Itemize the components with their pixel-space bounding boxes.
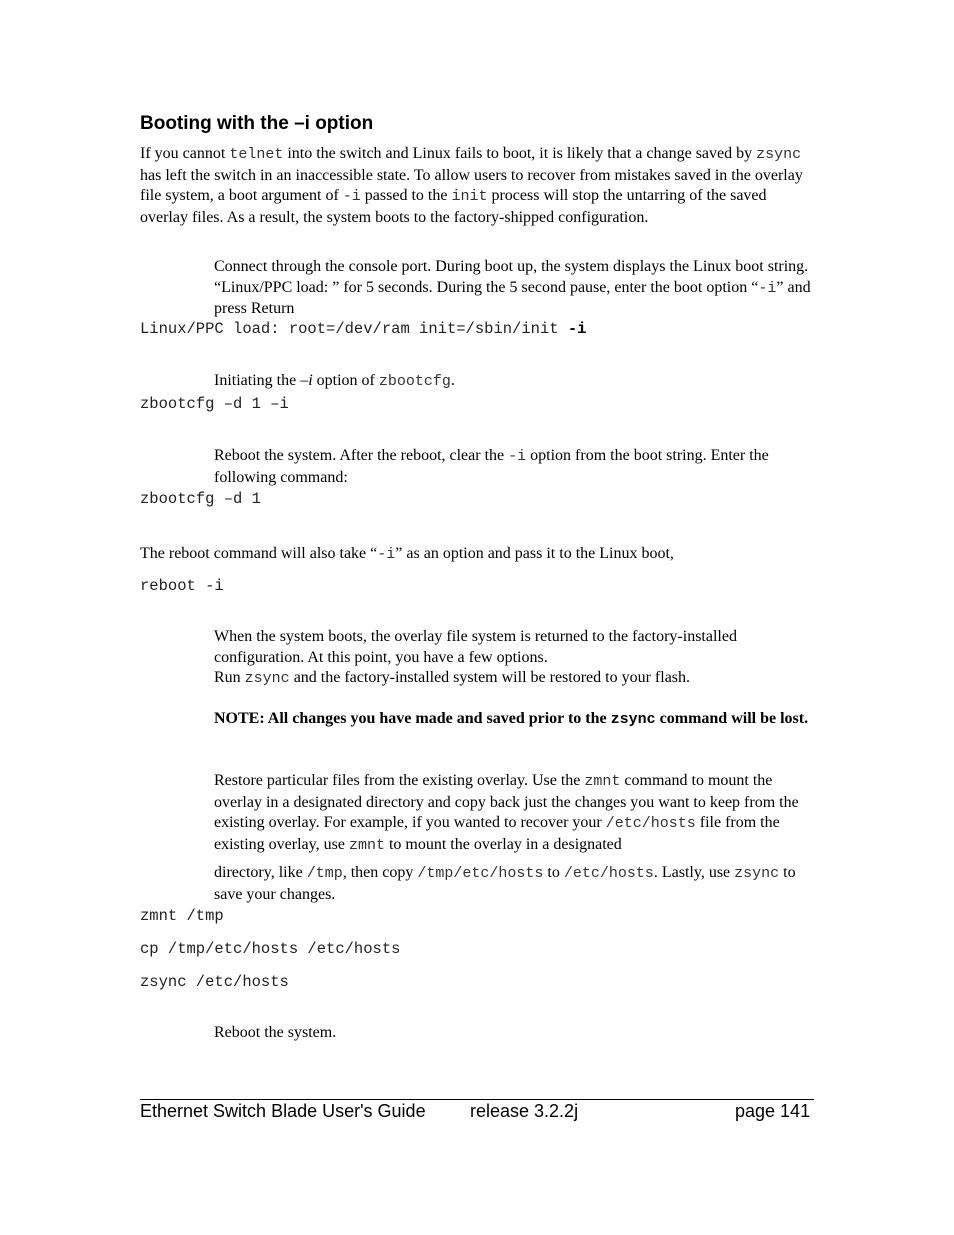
restore-paragraph: Restore particular files from the existing overlay. Use the zmnt command to mount the overlay in a designated directory and copy back just the changes you want to keep from the existing overlay. For example, if you wanted to recover your /etc/hosts file from the existing overlay, use zmnt to mount the overlay in a designated xyxy=(214,772,799,854)
inline-code: telnet xyxy=(229,146,284,163)
code-zsync: zsync /etc/hosts xyxy=(140,973,289,991)
note-warning: NOTE: All changes you have made and saved prior to the zsync command will be lost. xyxy=(214,710,809,728)
inline-code: zbootcfg xyxy=(378,373,451,390)
code-zmnt: zmnt /tmp xyxy=(140,907,224,925)
step-initiating-option: Initiating the –i option of zbootcfg. xyxy=(214,372,455,390)
inline-code: zsync xyxy=(610,711,656,728)
inline-code: /etc/hosts xyxy=(563,865,654,882)
code-cp: cp /tmp/etc/hosts /etc/hosts xyxy=(140,940,401,958)
inline-code: zmnt xyxy=(348,836,385,854)
inline-code: zsync xyxy=(734,865,780,882)
step-connect-console: Connect through the console port. During boot up, the system displays the Linux boot string. “Linux/PPC load: ” for 5 seconds. During the 5 second pause, enter the boot option “-i” and press Return xyxy=(214,258,811,318)
step-system-boots: When the system boots, the overlay file system is returned to the factory-installed configuration. At this point, you have a few options. Run zsync and the factory-installed system will be restored to your flash. xyxy=(214,628,737,688)
inline-code: -i xyxy=(508,448,527,465)
step-reboot-clear: Reboot the system. After the reboot, clear the -i option from the boot string. Enter the following command: xyxy=(214,447,769,486)
inline-code: -i xyxy=(342,188,361,206)
inline-code: /etc/hosts xyxy=(605,815,696,833)
code-reboot: reboot -i xyxy=(140,577,224,595)
inline-code: -i xyxy=(377,546,396,563)
inline-code: init xyxy=(451,188,488,206)
footer-release: release 3.2.2j xyxy=(470,1101,579,1121)
restore-paragraph-cont: directory, like /tmp, then copy /tmp/etc/hosts to /etc/hosts. Lastly, use zsync to save your changes. xyxy=(214,864,796,903)
code-boot-string: Linux/PPC load: root=/dev/ram init=/sbin/init -i xyxy=(140,320,587,338)
step-reboot: Reboot the system. xyxy=(214,1024,337,1041)
inline-code: zmnt xyxy=(584,773,621,790)
footer-title: Ethernet Switch Blade User's Guide xyxy=(140,1101,426,1121)
reboot-note: The reboot command will also take “-i” as an option and pass it to the Linux boot, xyxy=(140,545,674,563)
intro-paragraph: If you cannot telnet into the switch and Linux fails to boot, it is likely that a change saved by zsync has left the switch in an inaccessible state. To allow users to recover from mistakes saved in the overlay file system, a boot argument of -i passed to the init process will stop the untarring of the saved overlay files. As a result, the system boots to the factory-shipped configuration. xyxy=(140,145,803,226)
code-zbootcfg-i: zbootcfg –d 1 –i xyxy=(140,395,289,413)
inline-code: zsync xyxy=(756,146,802,163)
section-heading: Booting with the –i option xyxy=(140,113,374,134)
footer-page-number: page 141 xyxy=(735,1101,811,1121)
inline-code: /tmp/etc/hosts xyxy=(417,865,544,882)
inline-code: /tmp xyxy=(306,865,343,882)
code-zbootcfg: zbootcfg –d 1 xyxy=(140,490,261,508)
inline-code: zsync xyxy=(244,670,290,688)
inline-code: -i xyxy=(758,279,777,297)
footer-divider xyxy=(140,1099,814,1100)
